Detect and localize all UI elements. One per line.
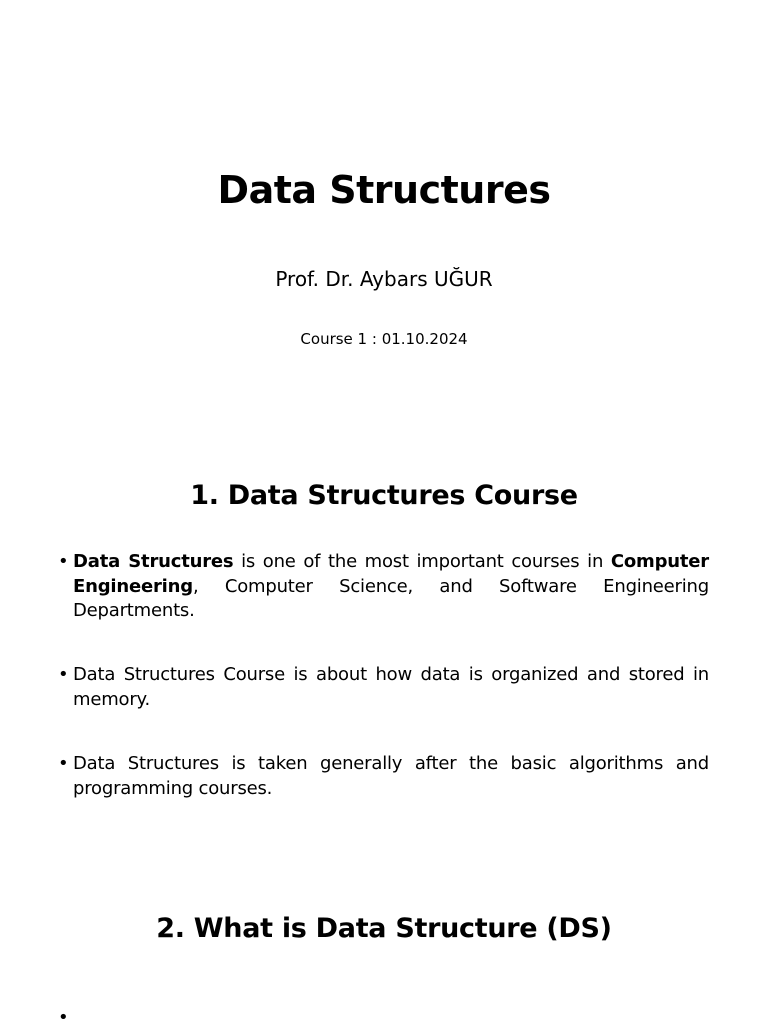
bullet-item [58, 752, 709, 801]
bullet-text: Data Structures is taken generally after the basic algorithms and programming courses. [73, 753, 709, 799]
bullet-text [73, 550, 709, 624]
page-title: Data Structures [217, 168, 551, 212]
bullet-item [58, 663, 709, 712]
section-2-heading: 2. What is Data Structure (DS) [156, 913, 612, 944]
bullet-text-part: , Computer Science, and Software Engineering Departments. [73, 575, 709, 621]
bullet-icon: • [58, 551, 69, 572]
bullet-icon: • [58, 664, 69, 685]
bold-term: Computer Engineering [73, 551, 709, 597]
bullet-text: Data Structures Course is about how data is organized and stored in memory. [73, 664, 709, 710]
course-date-line: Course 1 : 01.10.2024 [300, 330, 468, 348]
bullet-icon: • [58, 1007, 69, 1024]
section-1-heading: 1. Data Structures Course [190, 480, 578, 511]
bullet-icon: • [58, 753, 69, 774]
bold-term: Data Structures [73, 551, 234, 572]
author-line: Prof. Dr. Aybars UĞUR [275, 267, 493, 291]
bullet-item [58, 550, 709, 624]
bullet-text-part: is one of the most important courses in [233, 551, 611, 572]
